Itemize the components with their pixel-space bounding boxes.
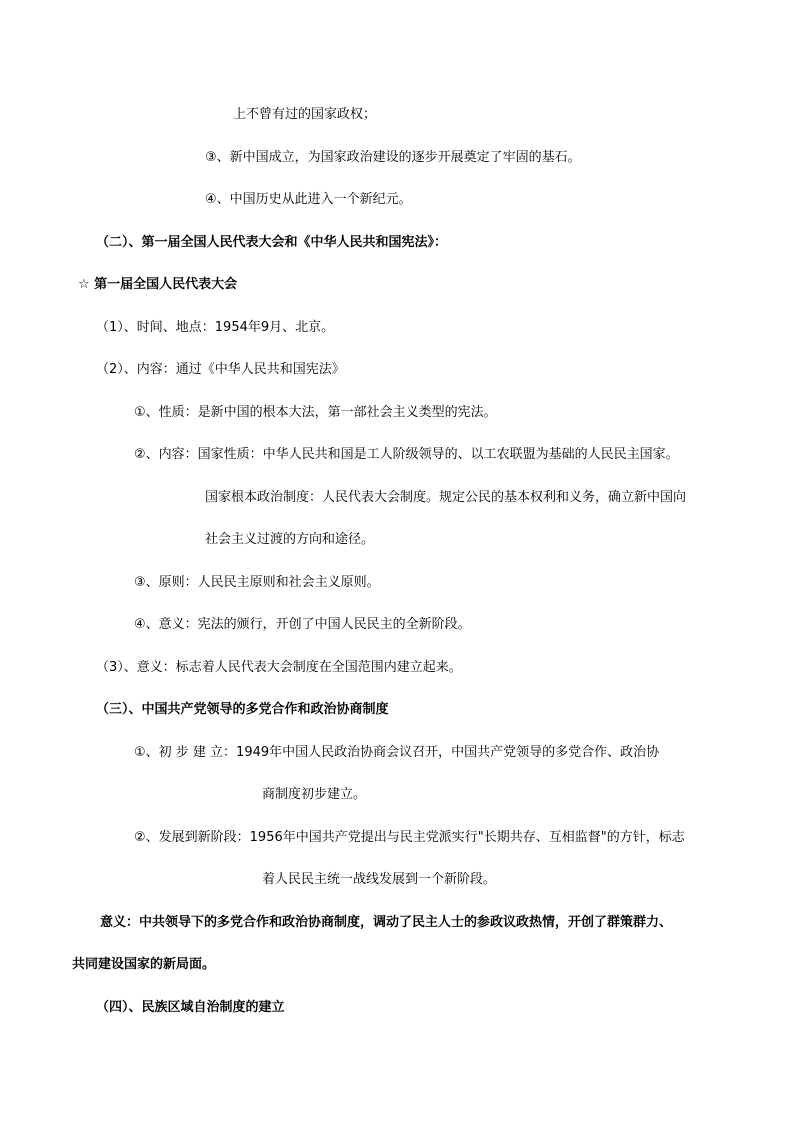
list-item: ④、意义：宪法的颁行，开创了中国人民民主的全新阶段。 bbox=[134, 617, 471, 632]
section-heading: （三）、中国共产党领导的多党合作和政治协商制度 bbox=[96, 702, 389, 717]
text-line: 国家根本政治制度：人民代表大会制度。规定公民的基本权利和义务，确立新中国向 bbox=[205, 490, 687, 505]
list-item: ②、内容：国家性质：中华人民共和国是工人阶级领导的、以工农联盟为基础的人民民主国家。 bbox=[134, 447, 679, 462]
section-heading: （四）、民族区域自治制度的建立 bbox=[96, 1000, 285, 1015]
list-item: ②、发展到新阶段：1956年中国共产党提出与民主党派实行"长期共存、互相监督"的方针，标志 bbox=[134, 830, 685, 845]
significance-paragraph-cont: 共同建设国家的新局面。 bbox=[72, 957, 216, 972]
list-item: ③、原则：人民民主原则和社会主义原则。 bbox=[134, 575, 380, 590]
text-line: 社会主义过渡的方向和途径。 bbox=[205, 532, 375, 547]
text-line: 上不曾有过的国家政权； bbox=[233, 107, 377, 122]
significance-paragraph: 意义：中共领导下的多党合作和政治协商制度，调动了民主人士的参政议政热情，开创了群策群力、 bbox=[100, 915, 673, 930]
list-item: （2）、内容：通过《中华人民共和国宪法》 bbox=[96, 362, 345, 377]
list-item: （1）、时间、地点：1954年9月、北京。 bbox=[96, 320, 335, 335]
subsection-heading: ☆ 第一届全国人民代表大会 bbox=[78, 277, 238, 292]
text-line: 商制度初步建立。 bbox=[262, 787, 367, 802]
list-item: ③、新中国成立，为国家政治建设的逐步开展奠定了牢固的基石。 bbox=[205, 150, 581, 165]
text-line: 着人民民主统一战线发展到一个新阶段。 bbox=[262, 872, 497, 887]
list-item: ④、中国历史从此进入一个新纪元。 bbox=[205, 192, 412, 207]
list-item: ①、初 步 建 立：1949年中国人民政治协商会议召开，中国共产党领导的多党合作、政治协 bbox=[134, 745, 660, 760]
list-item: ①、性质：是新中国的根本大法，第一部社会主义类型的宪法。 bbox=[134, 405, 497, 420]
list-item: （3）、意义：标志着人民代表大会制度在全国范围内建立起来。 bbox=[96, 660, 462, 675]
section-heading: （二）、第一届全国人民代表大会和《中华人民共和国宪法》： bbox=[96, 235, 448, 250]
